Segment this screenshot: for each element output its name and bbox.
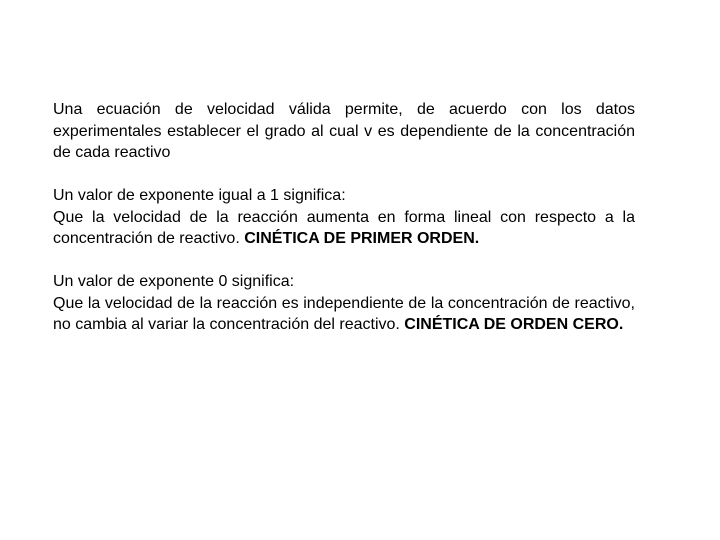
zero-order-heading: Un valor de exponente 0 significa: [53, 273, 295, 290]
paragraph-zero-order [53, 271, 635, 336]
paragraph-first-order [53, 185, 635, 250]
zero-order-text: Que la velocidad de la reacción es independiente de la concentración de reactivo, no cambia al variar la concentración del reactivo. [53, 294, 635, 333]
first-order-heading: Un valor de exponente igual a 1 significa: [53, 187, 346, 204]
zero-order-emphasis: CINÉTICA DE ORDEN CERO. [404, 316, 624, 333]
first-order-text: Que la velocidad de la reacción aumenta en forma lineal con respecto a la concentración de reactivo. [53, 208, 635, 247]
slide-body [53, 99, 635, 336]
paragraph-definition [53, 99, 635, 164]
definition-text: Una ecuación de velocidad válida permite, de acuerdo con los datos experimentales establecer el grado al cual v es dependiente de la concentración de cada reactivo [53, 101, 635, 161]
first-order-emphasis: CINÉTICA DE PRIMER ORDEN. [244, 230, 480, 247]
